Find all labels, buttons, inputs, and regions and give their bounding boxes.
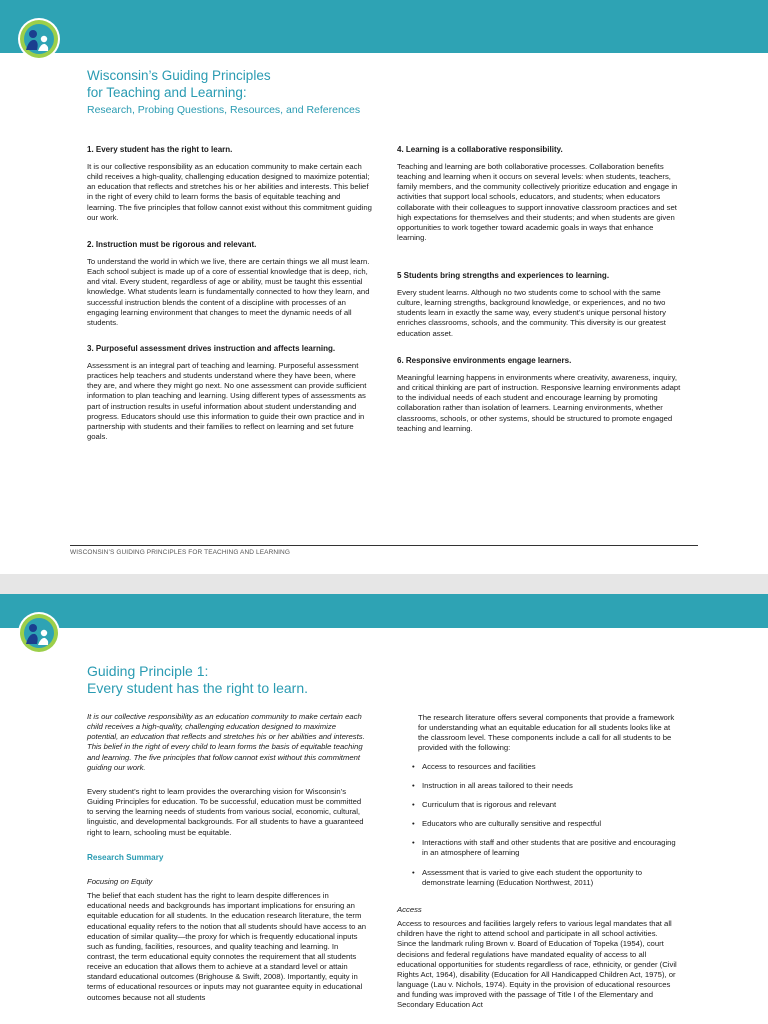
principle-body: Teaching and learning are both collaborative processes. Collaboration benefits teaching and learning when it occurs on several levels: when students, teachers, family members, and the community collectively prioritize education and engage in activities that support local schools, educators, and students; when educators collaborate with their colleagues to support innovative classroom practices and set high expectations for themselves and their students; and when students are given opportunities to work together toward academic goals in ways that enhance learning. [397,162,678,243]
principle-2 [87,240,372,338]
page2-right-column [397,713,678,1020]
page-subtitle: Research, Probing Questions, Resources, and References [87,104,361,116]
principle-heading: 3. Purposeful assessment drives instruction and affects learning. [87,344,336,353]
principle-body: It is our collective responsibility as an education community to make certain each child receives a high-quality, challenging education designed to maximize potential; an education that reflects and stretches his or her abilities and interests. This belief in the right of every child to learn forms the basis of equitable teaching and learning. The five principles that follow cannot exist without this commitment guiding our work. [87,162,372,222]
principle-4 [397,145,682,253]
header-band [0,594,768,628]
principle-heading: 4. Learning is a collaborative responsibility. [397,145,563,154]
principle-title: Guiding Principle 1: Every student has the right to learn. [87,663,309,696]
components-intro: The research literature offers several components that provide a framework for understanding what an equitable education for all students looks like at the classroom level. These components include a call for all students to be provided with the following: [418,713,675,753]
list-item: • Assessment that is varied to give each student the opportunity to demonstrate learning (Education Northwest, 2011) [412,868,678,888]
principle-1 [87,145,372,233]
document-page-2 [0,594,768,1024]
principle-heading: 1. Every student has the right to learn. [87,145,233,154]
access-heading: Access [397,904,422,914]
lead-paragraph: It is our collective responsibility as an education community to make certain each child receives a high-quality, challenging education designed to maximize potential, an education that reflects and stretches his or her abilities and interests. This belief in the right of every child to learn forms the basis of equitable teaching and learning. The five principles that follow cannot exist without this commitment guiding our work. [87,712,365,772]
list-item: • Access to resources and facilities [412,762,678,772]
page2-left-column [87,712,367,1013]
focusing-on-equity-heading: Focusing on Equity [87,876,153,886]
dpi-logo-icon [17,611,61,655]
running-footer: WISCONSIN’S GUIDING PRINCIPLES FOR TEACHING AND LEARNING [70,549,291,556]
intro-paragraph: Every student’s right to learn provides the overarching vision for Wisconsin’s Guiding Principles for education. To be successful, education must be committed to serving the learning needs of students from various social, economic, cultural, linguistic, and developmental backgrounds. For all students to have a guaranteed right to learn, schooling must be equitable. [87,786,364,837]
principle-body: Every student learns. Although no two students come to school with the same culture, learning strengths, background knowledge, or experiences, and no two students learn in exactly the same way, every student’s unique personal history enriches classrooms, schools, and the community. This diversity is our greatest education asset. [397,288,666,338]
list-item: • Educators who are culturally sensitive and respectful [412,819,678,829]
access-text: Access to resources and facilities largely refers to various legal mandates that all children have the right to attend school and participate in all school activities. Since the landmark ruling Brown v. Board of Education of Topeka (1954), court decisions and federal regulations have mandated equality of access to all educational opportunities for students regardless of race, ethnicity, or gender (Civil Rights Act, 1964), disability (Education for All Handicapped Children Act, 1975), or language (Lau v. Nichols, 1974). Equity in the provision of educational resources and funding was improved with the passage of Title I of the Elementary and Secondary Education Act [397,919,677,1010]
principle-body: To understand the world in which we live, there are certain things we all must learn. Each school subject is made up of a core of essential knowledge that is deep, rich, and vital. Every student, regardless of age or ability, must be taught this essential knowledge. What students learn is fundamentally connected to how they learn, and successful instruction blends the content of a discipline with processes of an engaging learning environment that changes to meet the dynamic needs of all students. [87,257,370,327]
focusing-on-equity-text: The belief that each student has the right to learn despite differences in educational needs and backgrounds has important implications for ensuring an equitable education for all students. In the education research literature, the term educational equality refers to the notion that all students should have access to an education of similar quality—the proxy for which is frequently educational inputs such as funding, facilities, resources, and quality teaching and learning. In contrast, the term educational equity connotes the requirement that all students receive an education that allows them to achieve at a standard level or attain standard educational outcomes (Brighouse & Swift, 2008). Importantly, equity in terms of educational resources or inputs may not guarantee equity in educational outcomes because not all students [87,891,367,1002]
research-summary-heading: Research Summary [87,852,164,862]
principle-6 [397,356,682,444]
page-title: Wisconsin’s Guiding Principles for Teaching and Learning: [87,68,271,100]
principle-heading: 2. Instruction must be rigorous and relevant. [87,240,257,249]
principle-heading: 6. Responsive environments engage learners. [397,356,572,365]
principle-heading: 5 Students bring strengths and experiences to learning. [397,271,610,280]
list-item: • Instruction in all areas tailored to their needs [412,781,678,791]
header-band [0,0,768,53]
principle-3 [87,344,372,452]
principle-body: Assessment is an integral part of teaching and learning. Purposeful assessment practices help teachers and students understand where they have been, where they are, and where they might go next. No one assessment can provide sufficient information to plan teaching and learning. Using different types of assessments as part of instruction results in useful information about student understanding and progress. Educators should use this information to guide their own practice and in partnership with students and their families to reflect on learning and set future goals. [87,361,367,442]
principle-body: Meaningful learning happens in environments where creativity, awareness, inquiry, and critical thinking are part of instruction. Responsive learning environments adapt to the individual needs of each student and encourage learning by promoting collaboration rather than isolation of learners. Learning environments, whether classrooms, schools, or other systems, should be structured to promote engaged teaching and learning. [397,373,681,433]
dpi-logo-icon [17,17,61,61]
principle-5 [397,271,682,349]
list-item: • Interactions with staff and other students that are positive and encouraging in an atmosphere of learning [412,838,678,858]
footer-divider [70,545,698,546]
list-item: • Curriculum that is rigorous and relevant [412,800,678,810]
components-list [412,762,678,888]
